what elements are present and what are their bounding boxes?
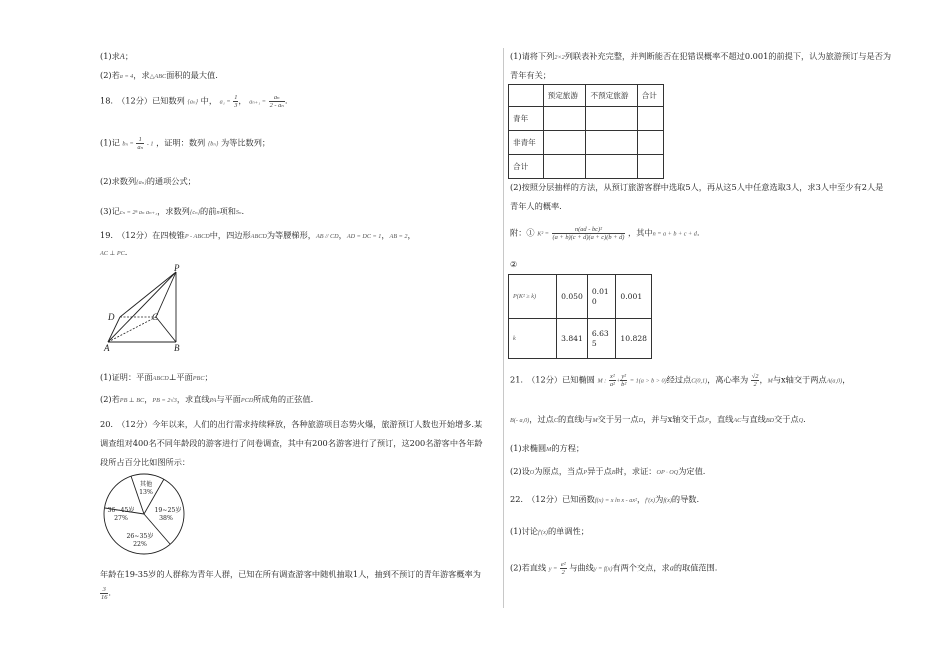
table-cell bbox=[637, 155, 663, 179]
q21-line2: B(- a,0)，过点C的直线l与M交于另一点D，并与x轴交于点P，直线AC与直线BD交于点Q. bbox=[510, 414, 806, 424]
fraction: $\frac{1}{3}$ bbox=[234, 94, 238, 110]
table-cell bbox=[637, 131, 663, 155]
table-cell: k bbox=[509, 319, 557, 359]
fraction: $\frac{\text{n(ad - bc)²}}{(a + b)(c + d)(a + c)(b + d)}$ bbox=[552, 226, 625, 242]
table-cell: 青年 bbox=[509, 107, 544, 131]
table-cell bbox=[637, 107, 663, 131]
q18-part3: (3)记cₙ = 2ⁿ aₙ aₙ₊₁，求数列{cₙ}的前n项和Sₙ. bbox=[100, 206, 245, 216]
q19-heading: 19. （12分）在四棱锥P - ABCD中，四边形ABCD为等腰梯形，AB // CD，AD = DC = 1，AB = 2， bbox=[100, 230, 416, 240]
q20-line2: 调查组对400名不同年龄段的游客进行了问卷调查，其中有200名游客进行了预订，这200名游客中各年龄 bbox=[100, 438, 483, 448]
table-cell: 0.050 bbox=[557, 275, 588, 319]
pie-label-36-45: 36~45岁 bbox=[107, 507, 135, 514]
q20-part2-line2: 青年人的概率. bbox=[510, 201, 562, 211]
q20-part1: (1)请将下列2×2列联表补充完整，并判断能否在犯错误概率不超过0.001的前提下，认为旅游预订与是否为 bbox=[510, 51, 892, 61]
pie-pct-other: 13% bbox=[139, 489, 153, 496]
table-row bbox=[509, 319, 652, 359]
table-row bbox=[509, 85, 664, 107]
table-row bbox=[509, 275, 652, 319]
column-divider bbox=[503, 48, 504, 608]
pie-pct-36-45: 27% bbox=[114, 515, 128, 522]
table-cell bbox=[543, 155, 586, 179]
formula-k2: 附：① K² = $\frac{\text{n(ad - bc)²}}{(a + b)(c + d)(a + c)(b + d)}$ ，其中n = a + b + c + d. bbox=[510, 226, 700, 242]
table-cell bbox=[543, 107, 586, 131]
table-cell: 不预定旅游 bbox=[586, 85, 637, 107]
table-cell: 3.841 bbox=[557, 319, 588, 359]
fraction: $\frac{1}{\text{aₙ}}$ bbox=[137, 136, 144, 152]
pyramid-figure bbox=[100, 262, 190, 354]
q22-part1: (1)讨论f′(x)的单调性； bbox=[510, 526, 589, 536]
table-cell bbox=[586, 131, 637, 155]
label-b: B bbox=[174, 343, 180, 353]
note-2: ② bbox=[510, 259, 518, 269]
q17-part2: (2)若a = 4，求△ABC面积的最大值. bbox=[100, 70, 218, 80]
critical-value-table bbox=[508, 274, 652, 359]
pie-label-19-25: 19~25岁 bbox=[154, 507, 182, 514]
table-cell: 0.001 bbox=[616, 275, 652, 319]
q18-part1: (1)记 bₙ = $\frac{1}{\text{aₙ}}$ - 1 ，证明：数列 {bₙ} 为等比数列； bbox=[100, 136, 271, 152]
table-cell: 6.635 bbox=[587, 319, 616, 359]
table-cell bbox=[586, 107, 637, 131]
table-cell: 0.010 bbox=[587, 275, 616, 319]
table-cell: 预定旅游 bbox=[543, 85, 586, 107]
q20-line4: 年龄在19-35岁的人群称为青年人群，已知在所有调查游客中随机抽取1人，抽到不预订的青年游客概率为 bbox=[100, 569, 481, 579]
contingency-table bbox=[508, 84, 664, 179]
q21-heading: 21. （12分）已知椭圆 M : $\frac{\text{x²}}{\text{a²}}$ + $\frac{\text{y²}}{\text{b²}}$ = 1(a > b > 0)经过点C(0,1)，离心率为 $\frac{√2}{2}$ ，M与x轴交于两点A(a,0)， bbox=[510, 373, 851, 389]
q20-line1: 20. （12分）今年以来，人们的出行需求持续释放，各种旅游项目态势火爆，旅游预订人数也开始增多.某 bbox=[100, 419, 483, 429]
pie-pct-19-25: 38% bbox=[159, 515, 173, 522]
fraction: $\frac{3}{16}$ bbox=[101, 586, 108, 602]
edge-pa bbox=[108, 272, 176, 342]
q22-part2: (2)若直线 y = $\frac{\text{e²}}{2}$ 与曲线y = f(x)有两个交点，求a的取值范围. bbox=[510, 561, 718, 577]
table-cell bbox=[586, 155, 637, 179]
q18-heading: 18. （12分）已知数列 {aₙ} 中， a₁ = $\frac{1}{3}$ ， aₙ₊₁ = $\frac{\text{aₙ}}{\text{2 - aₙ}}$ . bbox=[100, 94, 288, 110]
edge-pc bbox=[156, 272, 176, 317]
fraction: $\frac{\text{e²}}{2}$ bbox=[560, 561, 566, 577]
label-c: C bbox=[152, 312, 159, 322]
table-cell: 合计 bbox=[637, 85, 663, 107]
fraction: $\frac{\text{x²}}{\text{a²}}$ bbox=[609, 373, 615, 389]
fraction: $\frac{\text{aₙ}}{\text{2 - aₙ}}$ bbox=[269, 94, 284, 110]
edge-cb bbox=[156, 317, 176, 342]
q20-part2: (2)按照分层抽样的方法，从预订旅游客群中选取5人，再从这5人中任意选取3人，求3人中至少有2人是 bbox=[510, 182, 884, 192]
age-pie-chart bbox=[102, 472, 186, 556]
table-cell: 非青年 bbox=[509, 131, 544, 155]
q21-part2: (2)设O为原点，当点P异于点B时，求证：OP · OQ为定值. bbox=[510, 466, 706, 476]
q20-probability: $\frac{3}{16}$ . bbox=[101, 586, 111, 602]
table-row bbox=[509, 107, 664, 131]
q21-part1: (1)求椭圆M的方程； bbox=[510, 443, 585, 453]
table-cell: P(K² ≥ k) bbox=[509, 275, 557, 319]
table-row bbox=[509, 131, 664, 155]
q20-part1-line2: 青年有关； bbox=[510, 70, 551, 80]
label-p: P bbox=[174, 263, 180, 273]
table-cell: 10.828 bbox=[616, 319, 652, 359]
edge-ac-hidden bbox=[108, 317, 156, 342]
table-row bbox=[509, 155, 664, 179]
label-a: A bbox=[104, 343, 110, 353]
pie-label-26-35: 26~35岁 bbox=[126, 533, 154, 540]
table-cell bbox=[509, 85, 544, 107]
q19-part2: (2)若PB ⊥ BC，PB = 2√3，求直线PA与平面PCD所成角的正弦值. bbox=[100, 394, 314, 404]
table-cell bbox=[543, 131, 586, 155]
table-cell: 合计 bbox=[509, 155, 544, 179]
label-d: D bbox=[108, 312, 115, 322]
q19-heading-line2: AC ⊥ PC. bbox=[100, 247, 128, 257]
edge-pd bbox=[120, 272, 176, 317]
pie-label-other: 其他 bbox=[139, 481, 153, 488]
fraction: $\frac{\text{y²}}{\text{b²}}$ bbox=[621, 373, 627, 389]
fraction: $\frac{√2}{2}$ bbox=[751, 373, 759, 389]
pie-pct-26-35: 22% bbox=[133, 541, 147, 548]
q19-part1: (1)证明：平面ABCD⊥平面PBC； bbox=[100, 372, 213, 382]
q20-line3: 段所占百分比如图所示： bbox=[100, 457, 191, 467]
q22-heading: 22. （12分）已知函数f(x) = x ln x - ax²，f′(x)为f(x)的导数. bbox=[510, 494, 700, 504]
q18-part2: (2)求数列{aₙ}的通项公式； bbox=[100, 176, 196, 186]
q17-part1: (1)求A； bbox=[100, 51, 134, 61]
